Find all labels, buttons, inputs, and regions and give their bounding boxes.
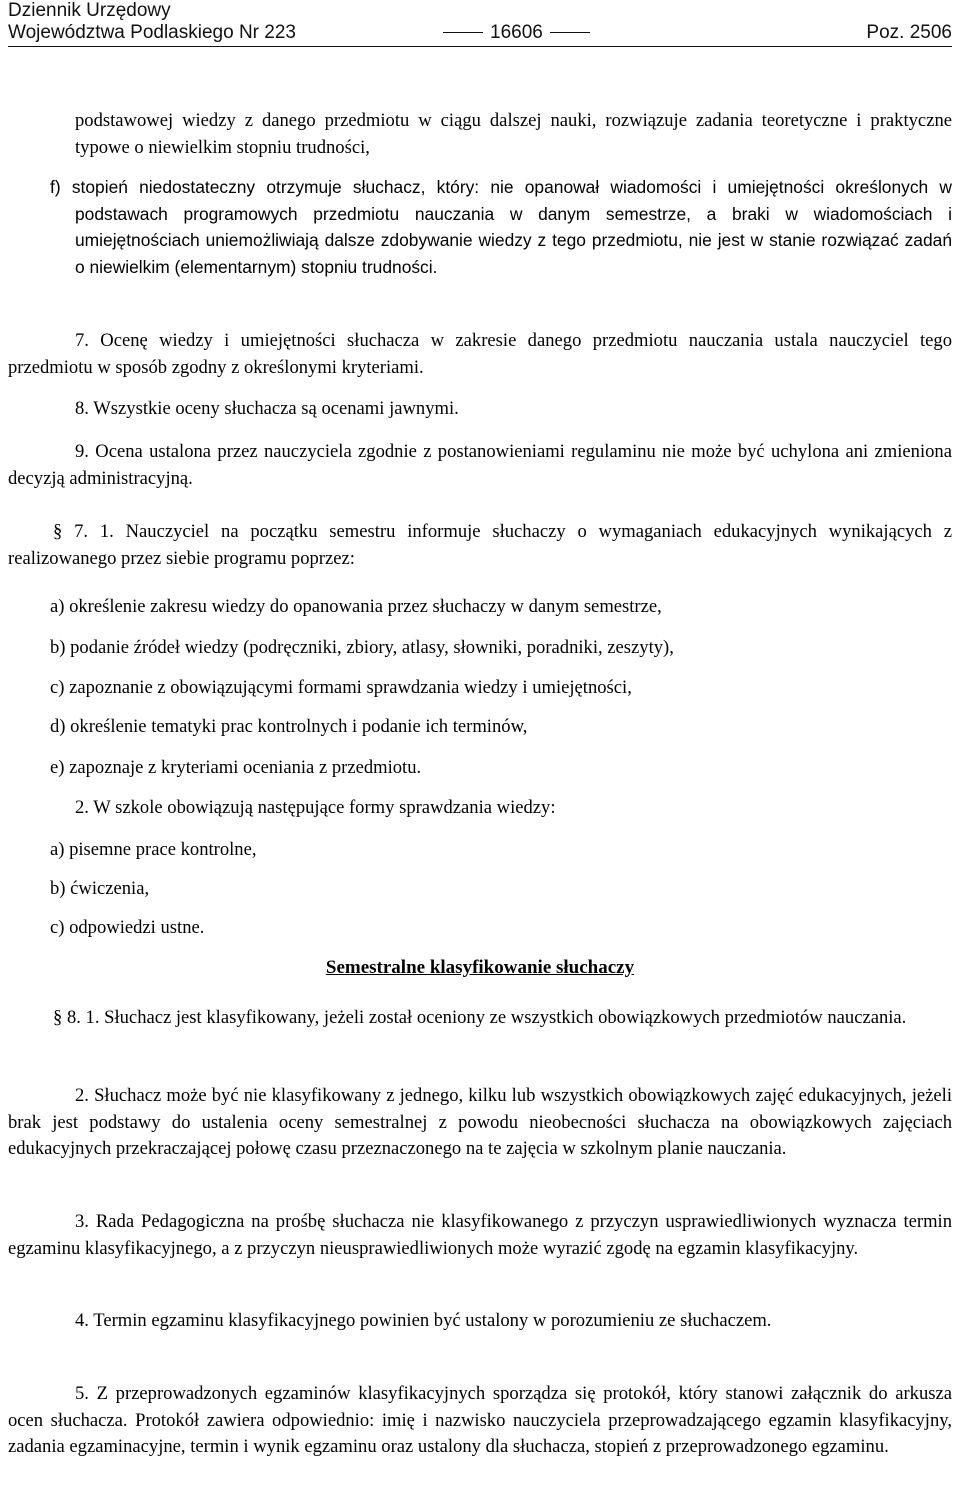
paragraph-7-section-1: § 7. 1. Nauczyciel na początku semestru informuje słuchaczy o wymaganiach edukacyjnych wynikających z realizowanego przez siebie programu poprzez: <box>8 521 952 569</box>
list-item: d) określenie tematyki prac kontrolnych i podanie ich terminów, <box>50 716 528 737</box>
journal-issue: Województwa Podlaskiego Nr 223 <box>8 22 296 43</box>
list-item: b) ćwiczenia, <box>50 878 150 899</box>
paragraph-8-section-5: 5. Z przeprowadzonych egzaminów klasyfikacyjnych sporządza się protokół, który stanowi załącznik do arkusza ocen słuchacza. Protokół zawiera odpowiednio: imię i nazwisko nauczyciela przeprowadzającego egzamin klasyfikacyjny, zadania egzaminacyjne, termin i wynik egzaminu oraz ustalony dla słuchacza, stopień z przeprowadzonego egzaminu. <box>8 1383 952 1457</box>
paragraph-8-section-3: 3. Rada Pedagogiczna na prośbę słuchacza nie klasyfikowanego z przyczyn usprawiedliwionych wyznacza termin egzaminu klasyfikacyjnego, a z przyczyn nieusprawiedliwionych może wyrazić zgodę na egzamin klasyfikacyjny. <box>8 1211 952 1259</box>
section-heading: Semestralne klasyfikowanie słuchaczy <box>325 957 635 978</box>
list-item: c) zapoznanie z obowiązującymi formami sprawdzania wiedzy i umiejętności, <box>50 677 632 698</box>
position-number: Poz. 2506 <box>866 22 952 43</box>
list-item: a) określenie zakresu wiedzy do opanowania przez słuchaczy w danym semestrze, <box>50 596 662 617</box>
item-f: f) stopień niedostateczny otrzymuje słuchacz, który: nie opanował wiadomości i umiejętności określonych w podstawach programowych przedmiotu nauczania w danym semestrze, a braki w wiadomościach i umiejętnościach uniemożliwiają dalsze zdobywanie wiedzy z tego przedmiotu, nie jest w stanie rozwiązać zadań o niewielkim (elementarnym) stopniu trudności. <box>50 177 952 277</box>
paragraph-8-section-1: § 8. 1. Słuchacz jest klasyfikowany, jeżeli został oceniony ze wszystkich obowiązkowych przedmiotów nauczania. <box>53 1007 907 1028</box>
point-9: 9. Ocena ustalona przez nauczyciela zgodnie z postanowieniami regulaminu nie może być uchylona ani zmieniona decyzją administracyjną. <box>8 441 952 489</box>
paragraph-8-section-2: 2. Słuchacz może być nie klasyfikowany z jednego, kilku lub wszystkich obowiązkowych zajęć edukacyjnych, jeżeli brak jest podstawy do ustalenia oceny semestralnej z powodu nieobecności słuchacza na obowiązkowych zajęciach edukacyjnych przekraczającej połowę czasu przeznaczonego na te zajęcia w szkolnym planie nauczania. <box>8 1085 952 1159</box>
list-item: e) zapoznaje z kryteriami oceniania z przedmiotu. <box>50 757 422 778</box>
list-item: a) pisemne prace kontrolne, <box>50 839 257 860</box>
point-8: 8. Wszystkie oceny słuchacza są ocenami jawnymi. <box>75 398 459 419</box>
page-number: 16606 <box>436 22 597 44</box>
journal-title: Dziennik Urzędowy <box>8 0 171 21</box>
point-7: 7. Ocenę wiedzy i umiejętności słuchacza w zakresie danego przedmiotu nauczania ustala nauczyciel tego przedmiotu w sposób zgodny z określonymi kryteriami. <box>8 330 952 378</box>
list-item: c) odpowiedzi ustne. <box>50 917 205 938</box>
paragraph-8-section-4: 4. Termin egzaminu klasyfikacyjnego powinien być ustalony w porozumieniu ze słuchaczem. <box>75 1310 772 1331</box>
list-item: b) podanie źródeł wiedzy (podręczniki, zbiory, atlasy, słowniki, poradniki, zeszyty), <box>50 637 674 658</box>
item-e-continuation: podstawowej wiedzy z danego przedmiotu w ciągu dalszej nauki, rozwiązuje zadania teoretyczne i praktyczne typowe o niewielkim stopniu trudności, <box>75 110 952 158</box>
paragraph-7-section-2: 2. W szkole obowiązują następujące formy sprawdzania wiedzy: <box>75 797 556 818</box>
header-divider <box>8 46 952 47</box>
